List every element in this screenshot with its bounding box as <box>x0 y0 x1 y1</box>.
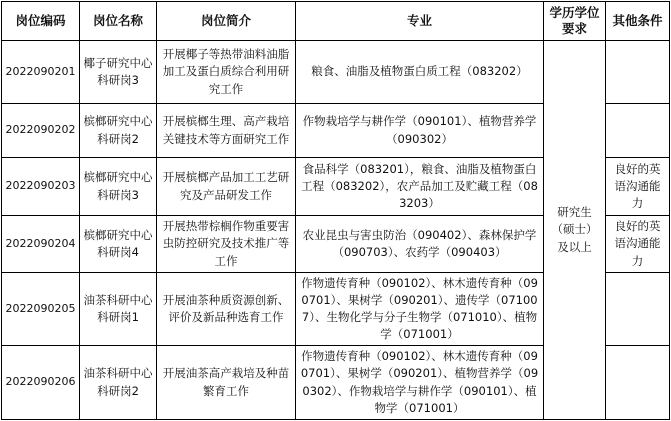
position-name: 椰子研究中心科研岗3 <box>80 41 157 104</box>
header-other: 其他条件 <box>606 2 670 41</box>
position-code: 2022090201 <box>2 41 80 104</box>
position-name: 油茶科研中心科研岗1 <box>80 273 157 346</box>
other-conditions <box>606 346 670 420</box>
other-conditions <box>606 41 670 104</box>
table-header-row <box>2 2 670 41</box>
other-conditions: 良好的英语沟通能力 <box>606 216 670 273</box>
job-positions-table <box>1 1 670 420</box>
position-name: 槟榔研究中心科研岗3 <box>80 158 157 216</box>
position-major: 作物遗传育种（090102）、林木遗传育种（090701）、果树学（090201）、植物营养学（090302）、作物栽培学与耕作学（090101）、植物学（071001） <box>296 346 544 420</box>
position-intro: 开展热带棕榈作物重要害虫防控研究及技术推广等工作 <box>157 216 296 273</box>
position-code: 2022090204 <box>2 216 80 273</box>
other-conditions <box>606 273 670 346</box>
position-name: 槟榔研究中心科研岗2 <box>80 104 157 158</box>
position-major: 农业昆虫与害虫防治（090402）、森林保护学（090703）、农药学（090403） <box>296 216 544 273</box>
table-row <box>2 41 670 104</box>
position-intro: 开展椰子等热带油料油脂加工及蛋白质综合利用研究工作 <box>157 41 296 104</box>
header-name: 岗位名称 <box>80 2 157 41</box>
position-name: 槟榔研究中心科研岗4 <box>80 216 157 273</box>
position-code: 2022090203 <box>2 158 80 216</box>
header-major: 专业 <box>296 2 544 41</box>
position-major: 作物栽培学与耕作学（090101）、植物营养学（090302） <box>296 104 544 158</box>
position-code: 2022090206 <box>2 346 80 420</box>
position-code: 2022090205 <box>2 273 80 346</box>
position-intro: 开展槟榔生理、高产栽培关键技术等方面研究工作 <box>157 104 296 158</box>
other-conditions: 良好的英语沟通能力 <box>606 158 670 216</box>
header-intro: 岗位简介 <box>157 2 296 41</box>
position-code: 2022090202 <box>2 104 80 158</box>
position-intro: 开展油茶种质资源创新、评价及新品种选育工作 <box>157 273 296 346</box>
position-name: 油茶科研中心科研岗2 <box>80 346 157 420</box>
position-major: 食品科学（083201），粮食、油脂及植物蛋白工程（083202），农产品加工及贮藏工程（083203） <box>296 158 544 216</box>
header-edu: 学历学位要求 <box>544 2 606 41</box>
other-conditions <box>606 104 670 158</box>
position-major: 粮食、油脂及植物蛋白质工程（083202） <box>296 41 544 104</box>
header-code: 岗位编码 <box>2 2 80 41</box>
education-requirement: 研究生（硕士）及以上 <box>544 41 606 420</box>
position-intro: 开展油茶高产栽培及种苗繁育工作 <box>157 346 296 420</box>
position-major: 作物遗传育种（090102）、林木遗传育种（090701）、果树学（090201）、遗传学（071007）、生物化学与分子生物学（071010）、植物学（071001） <box>296 273 544 346</box>
position-intro: 开展槟榔产品加工工艺研究及产品研发工作 <box>157 158 296 216</box>
